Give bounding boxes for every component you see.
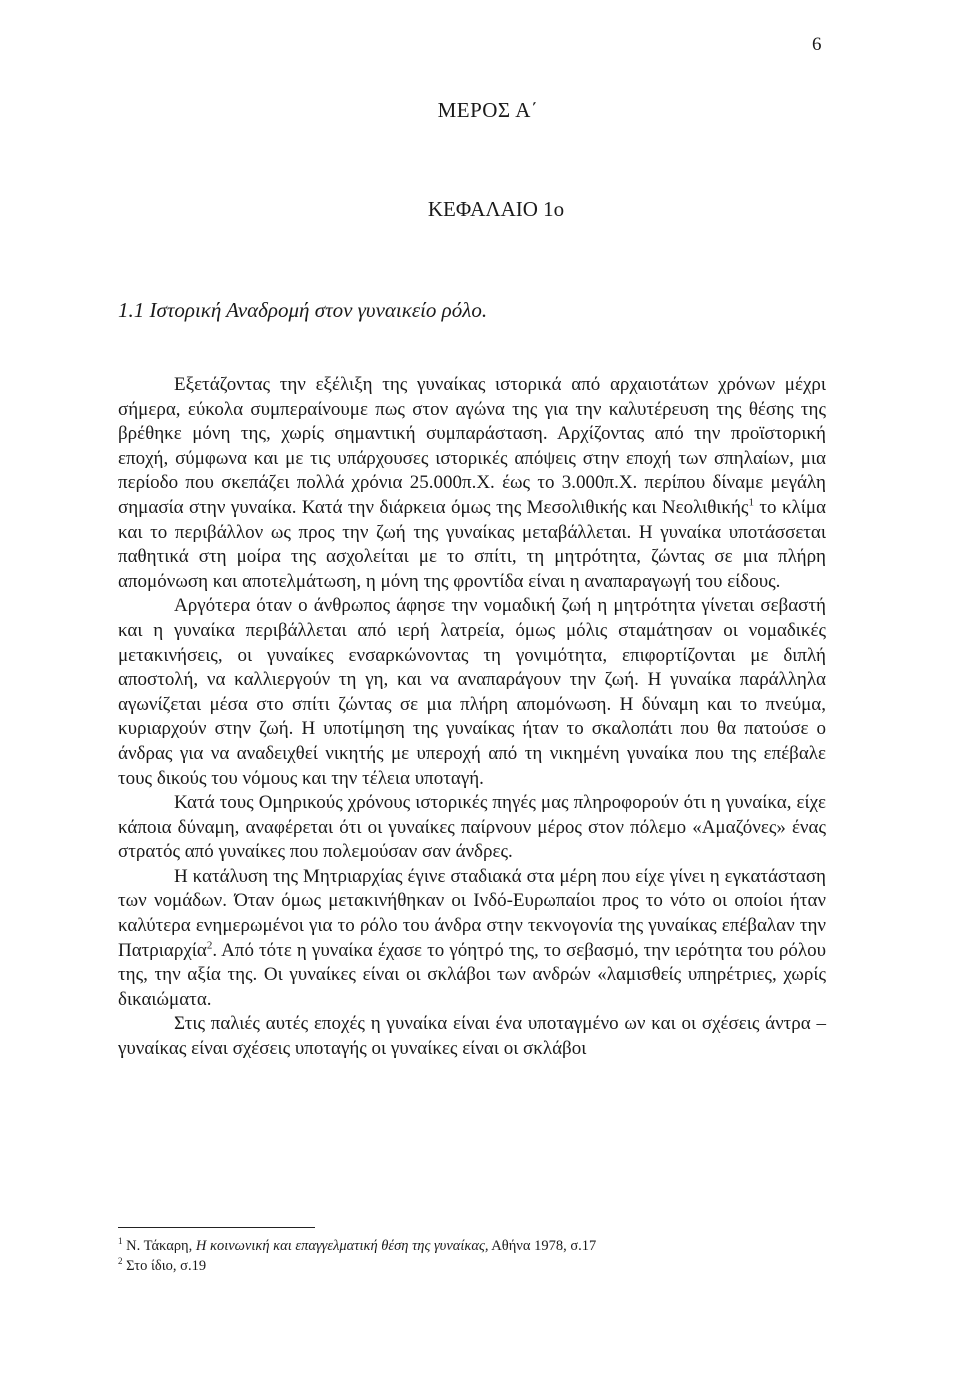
part-title: ΜΕΡΟΣ Α΄ (437, 98, 539, 122)
page-number: 6 (812, 34, 822, 55)
footnote-1-mark: 1 (118, 1236, 123, 1247)
footnote-1-pre: Ν. Τάκαρη, (122, 1238, 196, 1254)
footnote-2-mark: 2 (118, 1256, 123, 1267)
footnote-ref-1: 1 (748, 496, 754, 509)
paragraph-2: Αργότερα όταν ο άνθρωπος άφησε την νομαδική ζωή η μητρότητα γίνεται σεβαστή και η γυναίκα περιβάλλεται από ιερή λατρεία, όμως μόλις σταμάτησαν οι νομαδικές μετακινήσεις, οι γυναίκες ενσαρκώνοντας τη γονιμότητα, επιφορτίζονται με διπλή αποστολή, να καλλιεργούν τη γη, και να αναπαράγουν την ζωή. Η γυναίκα παράλληλα αγωνίζεται μέσα στο σπίτι ζώντας σε μια πλήρη απομόνωση. Η δύναμη και το πνεύμα, κυριαρχούν στην ζωή. Η υποτίμηση της γυναίκας ήταν το σκαλοπάτι που θα πατούσε ο άνδρας για να αναδειχθεί νικητής με υπεροχή από τη νικημένη γυναίκα που της επέβαλε τους δικούς του νόμους και την τέλεια υποταγή. (118, 595, 826, 789)
paragraph-1-text-b: το κλίμα και το περιβάλλον ως προς την ζωή της γυναίκας μεταβάλλεται. Η γυναίκα υποτάσσεται παθητικά στη μοίρα της ασχολείται με το σπίτι, τη μητρότητα, ζώντας σε μια πλήρη απομόνωση και αποτελμάτωση, η μόνη της φροντίδα είναι η αναπαραγωγή του είδους. (118, 496, 826, 592)
paragraph-4-text-b: . Από τότε η γυναίκα έχασε το γόητρό της, το σεβασμό, την ιερότητα του ρόλου της, την αξία της. Οι γυναίκες είναι οι σκλάβοι των ανδρών «λαμισθείς υπηρέτριες, χωρίς δικαιώματα. (118, 939, 826, 1010)
paragraph-5: Στις παλιές αυτές εποχές η γυναίκα είναι ένα υποταγμένο ων και οι σχέσεις άντρα – γυναίκας είναι σχέσεις υποταγής οι γυναίκες είναι οι σκλάβοι (118, 1013, 826, 1060)
paragraph-4-text-a: Η κατάλυση της Μητριαρχίας έγινε σταδιακά στα μέρη που είχε γίνει η εγκατάσταση των νομάδων. Όταν όμως μετακινήθηκαν οι Ινδό-Ευρωπαίοι προς το νότο οι οποίοι ήταν καλύτερα ενημερωμένοι για το ρόλο του άνδρα στην τεκνογονία της γυναίκας επέβαλαν την Πατριαρχία (118, 865, 826, 961)
footnote-1-title: Η κοινωνική και επαγγελματική θέση της γυναίκας, (195, 1238, 489, 1254)
paragraph-1-text-a: Εξετάζοντας την εξέλιξη της γυναίκας ιστορικά από αρχαιοτάτων χρόνων μέχρι σήμερα, εύκολα συμπεραίνουμε πως στον αγώνα της για την καλυτέρευση της θέσης της βρέθηκε μόνη της, χωρίς σημαντική συμπαράσταση. Αρχίζοντας από την προϊστορική εποχή, σύμφωνα και με τις υπάρχουσες ιστορικές απόψεις στην εποχή των σπηλαίων, μια περίοδο που σκεπάζει πολλά χρόνια 25.000π.Χ. έως το 3.000π.Χ. περίπου δίναμε μεγάλη σημασία στην γυναίκα. Κατά την διάρκεια όμως της Μεσολιθικής και Νεολιθικής (118, 374, 826, 518)
paragraph-1 (118, 373, 826, 594)
footnote-2-pre: Στο ίδιο, σ.19 (122, 1258, 207, 1274)
chapter-title: ΚΕΦΑΛΑΙΟ 1ο (427, 197, 565, 221)
section-heading: 1.1 Ιστορική Αναδρομή στον γυναικείο ρόλο. (118, 298, 488, 322)
paragraph-4 (118, 865, 826, 1013)
footnote-divider (118, 1227, 315, 1228)
footnote-2 (118, 1256, 826, 1276)
paragraph-3: Κατά τους Ομηρικούς χρόνους ιστορικές πηγές μας πληροφορούν ότι η γυναίκα, είχε κάποια δύναμη, αναφέρεται ότι οι γυναίκες παίρνουν μέρος στον πόλεμο «Αμαζόνες» ένας στρατός από γυναίκες που πολεμούσαν σαν άνδρες. (118, 792, 826, 863)
footnote-1-post: Αθήνα 1978, σ.17 (488, 1238, 597, 1254)
body-text (118, 373, 826, 1062)
footnote-1 (118, 1236, 826, 1256)
footnotes (118, 1236, 826, 1276)
footnote-ref-2: 2 (206, 939, 213, 952)
